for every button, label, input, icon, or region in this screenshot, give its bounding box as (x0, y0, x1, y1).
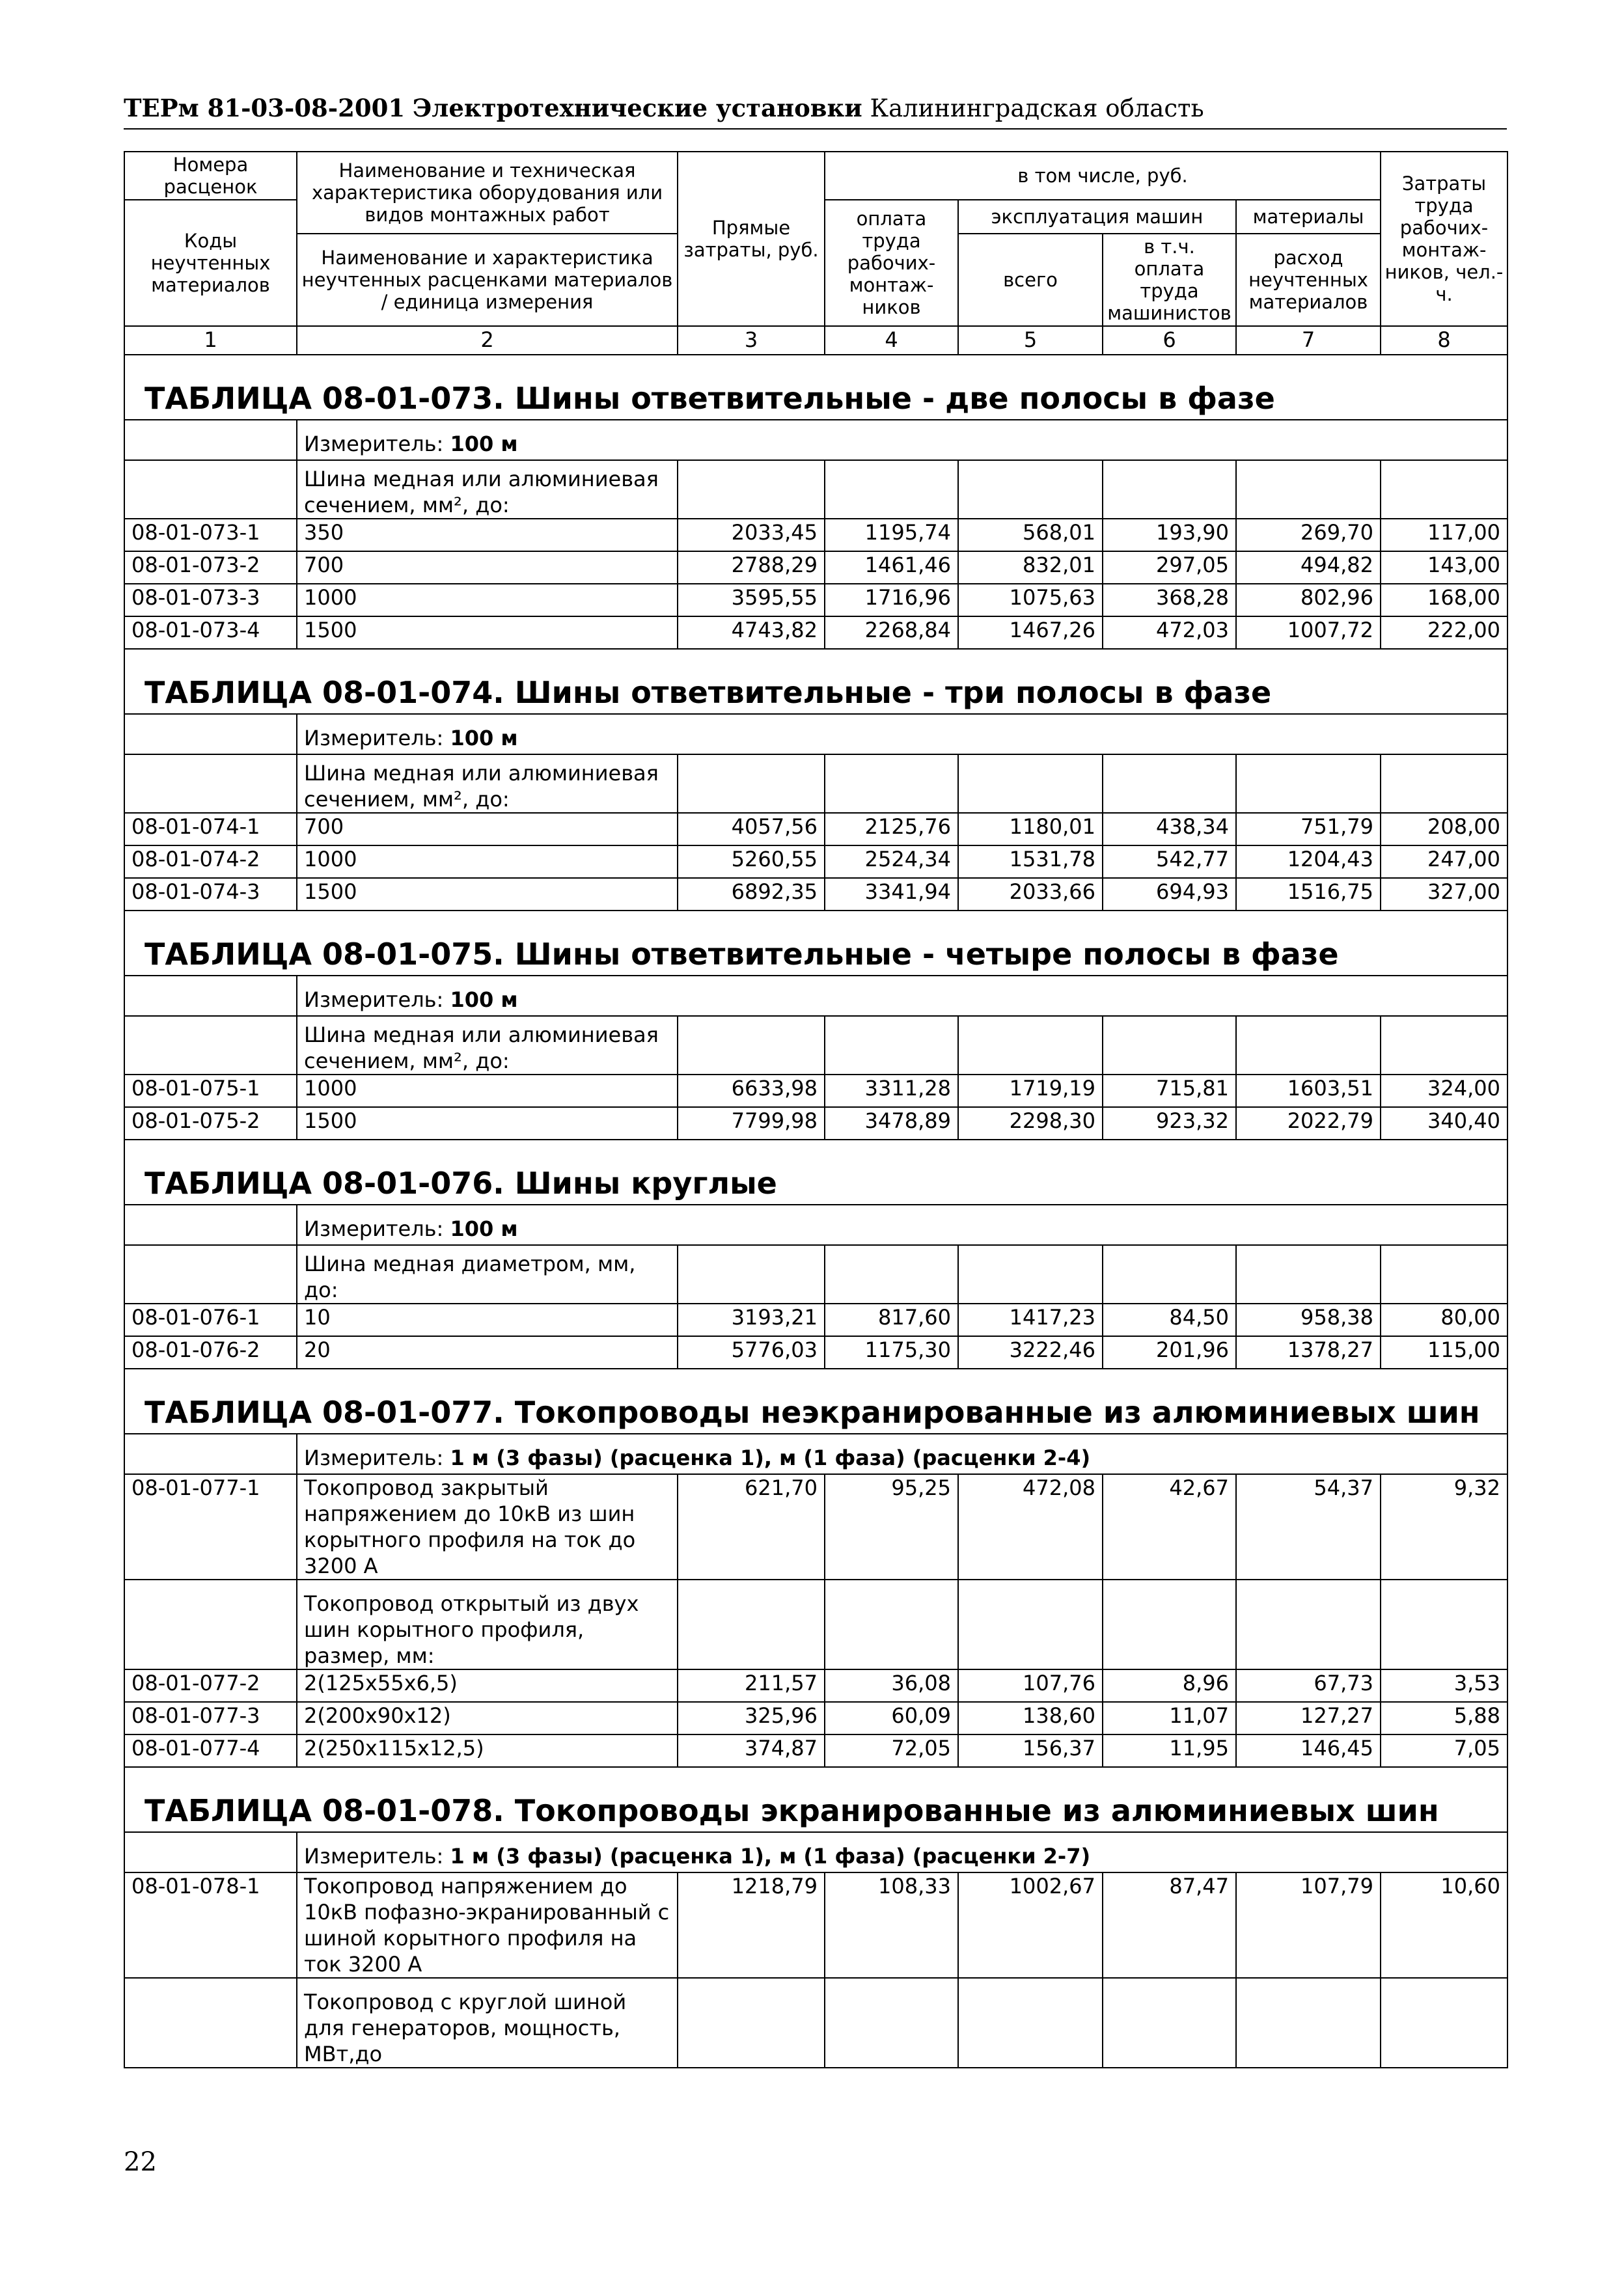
measurement-label: Измеритель: (304, 432, 444, 456)
operators-pay-cell: 438,34 (1103, 813, 1236, 845)
rate-code-cell: 08-01-075-2 (124, 1107, 297, 1140)
unaccounted-materials-cell: 494,82 (1236, 551, 1381, 584)
direct-costs-cell: 374,87 (678, 1734, 825, 1767)
machines-total-cell: 832,01 (958, 551, 1103, 584)
unaccounted-materials-cell: 802,96 (1236, 584, 1381, 616)
table-row (124, 584, 1507, 616)
measurement-label: Измеритель: (304, 987, 444, 1012)
table-row (124, 1702, 1507, 1734)
operators-pay-cell: 923,32 (1103, 1107, 1236, 1140)
measurement-row (124, 976, 1507, 1016)
labor-pay-cell: 72,05 (825, 1734, 958, 1767)
labor-costs-cell: 5,88 (1381, 1702, 1507, 1734)
unaccounted-materials-cell: 1516,75 (1236, 878, 1381, 911)
empty-cell (678, 754, 825, 813)
rate-code-cell: 08-01-073-4 (124, 616, 297, 649)
doc-code: ТЕРм 81-03-08-2001 (124, 94, 406, 122)
measurement-value: 100 м (450, 432, 518, 456)
col-header-direct-costs: Прямые затраты, руб. (678, 152, 825, 326)
table-row (124, 1669, 1507, 1702)
operators-pay-cell: 11,95 (1103, 1734, 1236, 1767)
labor-costs-cell: 115,00 (1381, 1336, 1507, 1369)
measurement-row (124, 1832, 1507, 1872)
col-header-machines: эксплуатация машин (958, 200, 1236, 234)
labor-costs-cell: 9,32 (1381, 1474, 1507, 1580)
empty-cell (1236, 460, 1381, 519)
table-row (124, 616, 1507, 649)
measurement-unit (297, 1832, 1507, 1872)
direct-costs-cell: 2788,29 (678, 551, 825, 584)
empty-cell (678, 1245, 825, 1304)
subheader-text: Шина медная или алюминиевая сечением, мм², до: (297, 460, 678, 519)
table-row (124, 878, 1507, 911)
measurement-unit (297, 976, 1507, 1016)
empty-cell (678, 1016, 825, 1075)
machines-total-cell: 107,76 (958, 1669, 1103, 1702)
empty-cell (958, 1978, 1103, 2068)
col-header-operators-pay: в т.ч. оплата труда машинистов (1103, 234, 1236, 326)
rate-code-cell: 08-01-077-4 (124, 1734, 297, 1767)
unaccounted-materials-cell: 958,38 (1236, 1304, 1381, 1336)
table-title-row (124, 649, 1507, 714)
labor-costs-cell: 208,00 (1381, 813, 1507, 845)
empty-cell (124, 1434, 297, 1474)
direct-costs-cell: 3193,21 (678, 1304, 825, 1336)
empty-cell (124, 1832, 297, 1872)
labor-costs-cell: 143,00 (1381, 551, 1507, 584)
direct-costs-cell: 6633,98 (678, 1075, 825, 1107)
direct-costs-cell: 7799,98 (678, 1107, 825, 1140)
measurement-unit (297, 420, 1507, 460)
machines-total-cell: 1417,23 (958, 1304, 1103, 1336)
empty-cell (958, 460, 1103, 519)
col-header-machines-total: всего (958, 234, 1103, 326)
spec-cell: Токопровод напряжением до 10кВ пофазно-экранированный с шиной корытного профиля на ток 3200 А (297, 1872, 678, 1978)
doc-region: Калининградская область (870, 94, 1204, 122)
direct-costs-cell: 1218,79 (678, 1872, 825, 1978)
rate-code-cell: 08-01-078-1 (124, 1872, 297, 1978)
col-number: 4 (825, 326, 958, 355)
spec-cell: 350 (297, 519, 678, 551)
rate-code-cell: 08-01-074-1 (124, 813, 297, 845)
direct-costs-cell: 2033,45 (678, 519, 825, 551)
labor-costs-cell: 327,00 (1381, 878, 1507, 911)
col-header-labor-pay: оплата труда рабочих-монтаж-ников (825, 200, 958, 326)
spec-cell: 1500 (297, 616, 678, 649)
page-number: 22 (124, 2147, 157, 2177)
col-header-labor-costs: Затраты труда рабочих-монтаж-ников, чел.-ч. (1381, 152, 1507, 326)
operators-pay-cell: 8,96 (1103, 1669, 1236, 1702)
empty-cell (958, 754, 1103, 813)
direct-costs-cell: 621,70 (678, 1474, 825, 1580)
labor-pay-cell: 108,33 (825, 1872, 958, 1978)
table-title-row (124, 1369, 1507, 1434)
spec-cell: 1500 (297, 878, 678, 911)
table-row (124, 813, 1507, 845)
col-header-rate-numbers: Номера расценок (124, 152, 297, 200)
spec-cell: 1000 (297, 845, 678, 878)
unaccounted-materials-cell: 1204,43 (1236, 845, 1381, 878)
subheader-row (124, 1580, 1507, 1669)
unaccounted-materials-cell: 67,73 (1236, 1669, 1381, 1702)
table-title: ТАБЛИЦА 08-01-075. Шины ответвительные - четыре полосы в фазе (124, 911, 1507, 976)
labor-pay-cell: 2268,84 (825, 616, 958, 649)
table-title: ТАБЛИЦА 08-01-076. Шины круглые (124, 1140, 1507, 1205)
table-title: ТАБЛИЦА 08-01-073. Шины ответвительные - две полосы в фазе (124, 355, 1507, 420)
operators-pay-cell: 193,90 (1103, 519, 1236, 551)
unaccounted-materials-cell: 146,45 (1236, 1734, 1381, 1767)
machines-total-cell: 1002,67 (958, 1872, 1103, 1978)
table-row (124, 1474, 1507, 1580)
subheader-row (124, 1978, 1507, 2068)
empty-cell (1236, 754, 1381, 813)
empty-cell (1103, 1245, 1236, 1304)
col-number: 3 (678, 326, 825, 355)
subheader-text: Шина медная или алюминиевая сечением, мм², до: (297, 1016, 678, 1075)
rate-code-cell: 08-01-074-3 (124, 878, 297, 911)
labor-costs-cell: 3,53 (1381, 1669, 1507, 1702)
col-header-work-name: Наименование и техническая характеристика оборудования или видов монтажных работ (297, 152, 678, 234)
unaccounted-materials-cell: 54,37 (1236, 1474, 1381, 1580)
operators-pay-cell: 87,47 (1103, 1872, 1236, 1978)
direct-costs-cell: 211,57 (678, 1669, 825, 1702)
labor-costs-cell: 7,05 (1381, 1734, 1507, 1767)
subheader-row (124, 754, 1507, 813)
empty-cell (1236, 1580, 1381, 1669)
empty-cell (124, 1205, 297, 1245)
measurement-unit (297, 714, 1507, 754)
labor-pay-cell: 2125,76 (825, 813, 958, 845)
operators-pay-cell: 368,28 (1103, 584, 1236, 616)
empty-cell (825, 754, 958, 813)
machines-total-cell: 138,60 (958, 1702, 1103, 1734)
spec-cell: 2(125x55x6,5) (297, 1669, 678, 1702)
empty-cell (1381, 1978, 1507, 2068)
labor-pay-cell: 60,09 (825, 1702, 958, 1734)
col-header-material-codes: Коды неучтенных материалов (124, 200, 297, 326)
labor-pay-cell: 3311,28 (825, 1075, 958, 1107)
measurement-label: Измеритель: (304, 1844, 444, 1869)
unaccounted-materials-cell: 751,79 (1236, 813, 1381, 845)
measurement-unit (297, 1434, 1507, 1474)
rate-code-cell: 08-01-077-1 (124, 1474, 297, 1580)
measurement-value: 1 м (3 фазы) (расценка 1), м (1 фаза) (расценки 2-7) (450, 1844, 1091, 1869)
operators-pay-cell: 201,96 (1103, 1336, 1236, 1369)
empty-cell (1236, 1245, 1381, 1304)
spec-cell: 20 (297, 1336, 678, 1369)
subheader-row (124, 1016, 1507, 1075)
labor-pay-cell: 36,08 (825, 1669, 958, 1702)
col-header-unaccounted-materials: Наименование и характеристика неучтенных расценками материалов / единица измерения (297, 234, 678, 326)
measurement-value: 100 м (450, 987, 518, 1012)
unaccounted-materials-cell: 107,79 (1236, 1872, 1381, 1978)
empty-cell (1381, 1245, 1507, 1304)
measurement-row (124, 420, 1507, 460)
labor-pay-cell: 3478,89 (825, 1107, 958, 1140)
table-row (124, 1336, 1507, 1369)
operators-pay-cell: 715,81 (1103, 1075, 1236, 1107)
spec-cell: 10 (297, 1304, 678, 1336)
table-title-row (124, 1767, 1507, 1832)
measurement-row (124, 1205, 1507, 1245)
direct-costs-cell: 4743,82 (678, 616, 825, 649)
unaccounted-materials-cell: 269,70 (1236, 519, 1381, 551)
labor-pay-cell: 817,60 (825, 1304, 958, 1336)
labor-costs-cell: 10,60 (1381, 1872, 1507, 1978)
subheader-text: Шина медная или алюминиевая сечением, мм², до: (297, 754, 678, 813)
empty-cell (124, 1016, 297, 1075)
empty-cell (124, 714, 297, 754)
empty-cell (958, 1016, 1103, 1075)
empty-cell (124, 420, 297, 460)
empty-cell (1103, 1016, 1236, 1075)
measurement-row (124, 714, 1507, 754)
col-number: 7 (1236, 326, 1381, 355)
empty-cell (1103, 460, 1236, 519)
machines-total-cell: 156,37 (958, 1734, 1103, 1767)
subheader-row (124, 460, 1507, 519)
empty-cell (825, 460, 958, 519)
direct-costs-cell: 5260,55 (678, 845, 825, 878)
direct-costs-cell: 5776,03 (678, 1336, 825, 1369)
col-header-unaccounted-consumption: расход неучтенных материалов (1236, 234, 1381, 326)
table-title: ТАБЛИЦА 08-01-074. Шины ответвительные - три полосы в фазе (124, 649, 1507, 714)
labor-pay-cell: 2524,34 (825, 845, 958, 878)
direct-costs-cell: 4057,56 (678, 813, 825, 845)
labor-pay-cell: 95,25 (825, 1474, 958, 1580)
col-number: 2 (297, 326, 678, 355)
table-row (124, 1734, 1507, 1767)
spec-cell: 2(200x90x12) (297, 1702, 678, 1734)
table-title-row (124, 1140, 1507, 1205)
table-title-row (124, 911, 1507, 976)
empty-cell (1381, 1580, 1507, 1669)
spec-cell: 1500 (297, 1107, 678, 1140)
unaccounted-materials-cell: 1007,72 (1236, 616, 1381, 649)
page-header (124, 91, 1507, 130)
labor-costs-cell: 247,00 (1381, 845, 1507, 878)
table-row (124, 1107, 1507, 1140)
empty-cell (124, 1978, 297, 2068)
col-number: 6 (1103, 326, 1236, 355)
col-header-including: в том числе, руб. (825, 152, 1381, 200)
empty-cell (678, 1978, 825, 2068)
empty-cell (1381, 754, 1507, 813)
labor-costs-cell: 168,00 (1381, 584, 1507, 616)
empty-cell (124, 460, 297, 519)
table-title: ТАБЛИЦА 08-01-078. Токопроводы экранированные из алюминиевых шин (124, 1767, 1507, 1832)
operators-pay-cell: 297,05 (1103, 551, 1236, 584)
measurement-label: Измеритель: (304, 726, 444, 750)
operators-pay-cell: 42,67 (1103, 1474, 1236, 1580)
rate-code-cell: 08-01-073-1 (124, 519, 297, 551)
col-number: 1 (124, 326, 297, 355)
empty-cell (678, 1580, 825, 1669)
measurement-value: 100 м (450, 1216, 518, 1241)
machines-total-cell: 3222,46 (958, 1336, 1103, 1369)
table-row (124, 1304, 1507, 1336)
measurement-value: 1 м (3 фазы) (расценка 1), м (1 фаза) (расценки 2-4) (450, 1446, 1091, 1470)
rate-code-cell: 08-01-077-2 (124, 1669, 297, 1702)
rate-code-cell: 08-01-075-1 (124, 1075, 297, 1107)
spec-cell: 700 (297, 813, 678, 845)
empty-cell (678, 460, 825, 519)
table-row (124, 551, 1507, 584)
spec-cell: 2(250x115x12,5) (297, 1734, 678, 1767)
operators-pay-cell: 472,03 (1103, 616, 1236, 649)
labor-costs-cell: 340,40 (1381, 1107, 1507, 1140)
empty-cell (124, 754, 297, 813)
empty-cell (1381, 460, 1507, 519)
rate-code-cell: 08-01-076-2 (124, 1336, 297, 1369)
operators-pay-cell: 694,93 (1103, 878, 1236, 911)
labor-pay-cell: 1461,46 (825, 551, 958, 584)
rate-code-cell: 08-01-073-2 (124, 551, 297, 584)
machines-total-cell: 1531,78 (958, 845, 1103, 878)
labor-pay-cell: 1195,74 (825, 519, 958, 551)
labor-costs-cell: 222,00 (1381, 616, 1507, 649)
machines-total-cell: 1075,63 (958, 584, 1103, 616)
col-number: 8 (1381, 326, 1507, 355)
machines-total-cell: 1180,01 (958, 813, 1103, 845)
empty-cell (1236, 1978, 1381, 2068)
unaccounted-materials-cell: 1378,27 (1236, 1336, 1381, 1369)
rate-code-cell: 08-01-077-3 (124, 1702, 297, 1734)
operators-pay-cell: 542,77 (1103, 845, 1236, 878)
empty-cell (1236, 1016, 1381, 1075)
unaccounted-materials-cell: 2022,79 (1236, 1107, 1381, 1140)
empty-cell (825, 1580, 958, 1669)
labor-costs-cell: 324,00 (1381, 1075, 1507, 1107)
machines-total-cell: 472,08 (958, 1474, 1103, 1580)
table-title-row (124, 355, 1507, 420)
empty-cell (1103, 1978, 1236, 2068)
unaccounted-materials-cell: 127,27 (1236, 1702, 1381, 1734)
measurement-label: Измеритель: (304, 1216, 444, 1241)
table-row (124, 519, 1507, 551)
empty-cell (958, 1245, 1103, 1304)
subheader-text: Шина медная диаметром, мм, до: (297, 1245, 678, 1304)
empty-cell (1381, 1016, 1507, 1075)
empty-cell (124, 976, 297, 1016)
empty-cell (958, 1580, 1103, 1669)
labor-costs-cell: 80,00 (1381, 1304, 1507, 1336)
machines-total-cell: 568,01 (958, 519, 1103, 551)
table-row (124, 1872, 1507, 1978)
labor-pay-cell: 3341,94 (825, 878, 958, 911)
direct-costs-cell: 6892,35 (678, 878, 825, 911)
spec-cell: 1000 (297, 584, 678, 616)
empty-cell (1103, 754, 1236, 813)
subheader-text: Токопровод с круглой шиной для генераторов, мощность, МВт,до (297, 1978, 678, 2068)
machines-total-cell: 2298,30 (958, 1107, 1103, 1140)
rate-code-cell: 08-01-074-2 (124, 845, 297, 878)
table-row (124, 845, 1507, 878)
measurement-label: Измеритель: (304, 1446, 444, 1470)
unaccounted-materials-cell: 1603,51 (1236, 1075, 1381, 1107)
rate-code-cell: 08-01-076-1 (124, 1304, 297, 1336)
empty-cell (124, 1245, 297, 1304)
operators-pay-cell: 11,07 (1103, 1702, 1236, 1734)
machines-total-cell: 1719,19 (958, 1075, 1103, 1107)
empty-cell (825, 1245, 958, 1304)
empty-cell (124, 1580, 297, 1669)
spec-cell: 1000 (297, 1075, 678, 1107)
labor-pay-cell: 1716,96 (825, 584, 958, 616)
subheader-text: Токопровод открытый из двух шин корытного профиля, размер, мм: (297, 1580, 678, 1669)
subheader-row (124, 1245, 1507, 1304)
empty-cell (1103, 1580, 1236, 1669)
empty-cell (825, 1016, 958, 1075)
spec-cell: Токопровод закрытый напряжением до 10кВ из шин корытного профиля на ток до 3200 А (297, 1474, 678, 1580)
direct-costs-cell: 3595,55 (678, 584, 825, 616)
spec-cell: 700 (297, 551, 678, 584)
empty-cell (825, 1978, 958, 2068)
measurement-row (124, 1434, 1507, 1474)
measurement-unit (297, 1205, 1507, 1245)
operators-pay-cell: 84,50 (1103, 1304, 1236, 1336)
table-title: ТАБЛИЦА 08-01-077. Токопроводы неэкранированные из алюминиевых шин (124, 1369, 1507, 1434)
measurement-value: 100 м (450, 726, 518, 750)
direct-costs-cell: 325,96 (678, 1702, 825, 1734)
doc-title: Электротехнические установки (412, 94, 862, 122)
rates-table (124, 151, 1508, 2068)
machines-total-cell: 2033,66 (958, 878, 1103, 911)
rate-code-cell: 08-01-073-3 (124, 584, 297, 616)
table-row (124, 1075, 1507, 1107)
labor-pay-cell: 1175,30 (825, 1336, 958, 1369)
col-header-materials: материалы (1236, 200, 1381, 234)
machines-total-cell: 1467,26 (958, 616, 1103, 649)
labor-costs-cell: 117,00 (1381, 519, 1507, 551)
col-number: 5 (958, 326, 1103, 355)
